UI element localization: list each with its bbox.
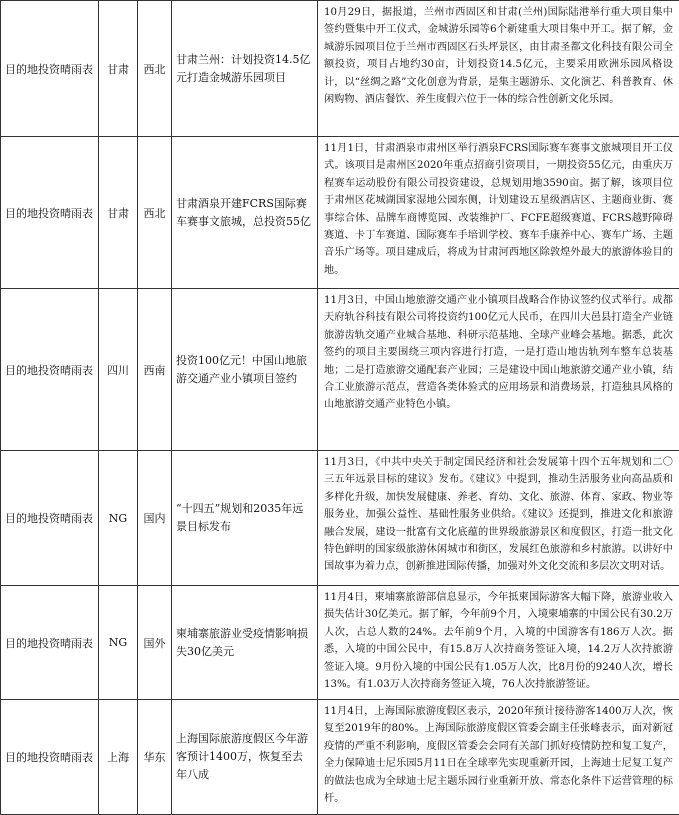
detail-cell: 11月4日，上海国际旅游度假区表示，2020年预计接待游客1400万人次，恢复至2019年的80%。上海国际旅游度假区管委会副主任张峰表示，面对新冠疫情的严重不利影响，度假区管委会会同有关部门抓好疫情防控和复工复产，全力保障迪士尼乐园5月11日在全球率先实现重新开园，上海迪士尼复工复产的做法也成为全球迪士尼主题乐园行业重新开放、常态化条件下运营管理的标杆。 xyxy=(318,700,679,815)
detail-cell: 10月29日，据报道，兰州市西固区和甘肃(兰州)国际陆港举行重大项目集中签约暨集中开工仪式，金城游乐园等6个新建重大项目集中开工。据了解，金城游乐园项目位于兰州市西固区石头坪景区，由甘肃圣都文化科技有限公司全额投资，项目占地约30亩，计划投资14.5亿元，主要采用欧洲乐园风格设计，以“丝绸之路”文化创意为背景，是集主题游乐、文化演艺、科普教育、休闲购物、酒店餐饮、养生度假六位于一体的综合性创新文化乐园。 xyxy=(318,1,679,137)
region-cell: 上海 xyxy=(99,700,138,815)
detail-cell: 11月4日，柬埔寨旅游部信息显示，今年抵柬国际游客大幅下降，旅游业收入损失估计30亿美元。据了解，今年前9个月，入境柬埔寨的中国公民有30.2万人次，占总人数的24%。去年前9个月，入境的中国游客有186万人次。据悉，入境的中国公民中，有15.8万人次持商务签证入境，14.2万人次持旅游签证入境。9月份入境的中国公民有1.05万人次，比8月份的9240人次，增长13%。有1.03万人次持商务签证入境，76人次持旅游签证。 xyxy=(318,586,679,700)
title-cell: 甘肃酒泉开建FCRS国际赛车赛事文旅城，总投资55亿 xyxy=(172,137,318,289)
category-cell: 目的地投资晴雨表 xyxy=(1,1,99,137)
table-row xyxy=(1,700,679,815)
detail-cell: 11月3日，《中共中央关于制定国民经济和社会发展第十四个五年规划和二〇三五年远景目标的建议》发布。《建议》中提到，推动生活服务业向高品质和多样化升级，加快发展健康、养老、育幼、文化、旅游、体育、家政、物业等服务业，加强公益性、基础性服务业供给。《建议》还提到，推进文化和旅游融合发展，建设一批富有文化底蕴的世界级旅游景区和度假区，打造一批文化特色鲜明的国家级旅游休闲城市和街区，发展红色旅游和乡村旅游。以讲好中国故事为着力点，创新推进国际传播，加强对外文化交流和多层次文明对话。 xyxy=(318,451,679,586)
region-cell: NG xyxy=(99,451,138,586)
table-row xyxy=(1,1,679,137)
region-cell: 四川 xyxy=(99,289,138,451)
area-cell: 国外 xyxy=(138,586,172,700)
title-cell: 上海国际旅游度假区今年游客预计1400万，恢复至去年八成 xyxy=(172,700,318,815)
area-cell: 西北 xyxy=(138,1,172,137)
area-cell: 西南 xyxy=(138,289,172,451)
area-cell: 国内 xyxy=(138,451,172,586)
table-row xyxy=(1,451,679,586)
detail-cell: 11月3日，中国山地旅游交通产业小镇项目战略合作协议签约仪式举行。成都天府轨谷科技有限公司将投资约100亿元人民币，在四川大邑县打造全产业链旅游齿轨交通产业城合基地、科研示范基地、全球产业峰会基地。据悉，此次签约的项目主要围绕三项内容进行打造，一是打造山地齿轨列车整车总装基地；二是打造旅游交通配套产业园；三是建设中国山地旅游交通产业小镇，结合工业旅游示范点，营造各类体验式的应用场景和消费场景，打造独具风格的山地旅游交通产业特色小镇。 xyxy=(318,289,679,451)
title-cell: 甘肃兰州：计划投资14.5亿元打造金城游乐园项目 xyxy=(172,1,318,137)
table-row xyxy=(1,137,679,289)
table-row xyxy=(1,289,679,451)
table-row xyxy=(1,586,679,700)
region-cell: NG xyxy=(99,586,138,700)
detail-cell: 11月1日，甘肃酒泉市肃州区举行酒泉FCRS国际赛车赛事文旅城项目开工仪式。该项目是肃州区2020年重点招商引资项目，一期投资55亿元，由重庆万程赛车运动股份有限公司投资建设，总规划用地3590亩。据了解，该项目位于肃州区花城湖国家湿地公园东侧，计划建设五星级酒店区、主题商业街、赛事综合体、品牌车商博览园、改装维护厂、FCFE超级赛道、FCRS越野障碍赛道、卡丁车赛道、国际赛车手培训学校、赛车手康养中心、赛车广场、主题音乐广场等。项目建成后，将成为甘肃河西地区除敦煌外最大的旅游体验目的地。 xyxy=(318,137,679,289)
title-cell: 投资100亿元！中国山地旅游交通产业小镇项目签约 xyxy=(172,289,318,451)
category-cell: 目的地投资晴雨表 xyxy=(1,289,99,451)
region-cell: 甘肃 xyxy=(99,137,138,289)
category-cell: 目的地投资晴雨表 xyxy=(1,700,99,815)
category-cell: 目的地投资晴雨表 xyxy=(1,137,99,289)
title-cell: “十四五”规划和2035年远景目标发布 xyxy=(172,451,318,586)
area-cell: 华东 xyxy=(138,700,172,815)
region-cell: 甘肃 xyxy=(99,1,138,137)
area-cell: 西北 xyxy=(138,137,172,289)
category-cell: 目的地投资晴雨表 xyxy=(1,451,99,586)
category-cell: 目的地投资晴雨表 xyxy=(1,586,99,700)
title-cell: 柬埔寨旅游业受疫情影响损失30亿美元 xyxy=(172,586,318,700)
